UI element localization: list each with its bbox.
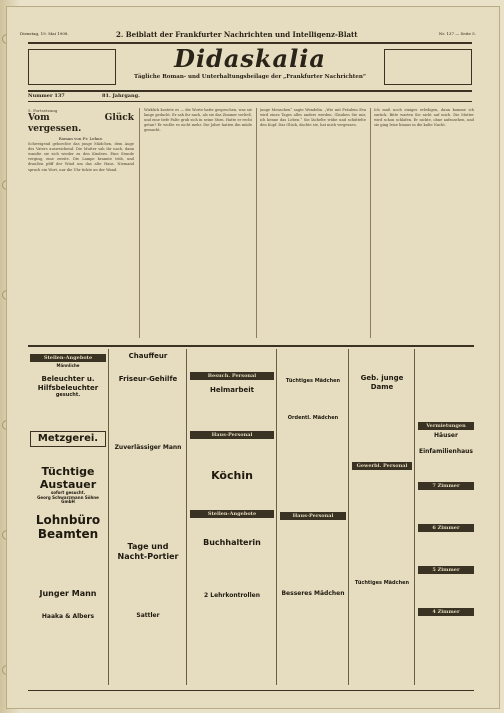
ad-headline: Buchhalterin [203,538,261,547]
ad-column-5 [352,352,412,686]
header-date: Dienstag, 19. Mai 1908. [20,31,69,36]
masthead [28,42,472,92]
ad-section-header: Gewerbl. Personal [352,462,412,470]
ad-headline: Tüchtiges Mädchen [354,580,410,586]
ad-column-2 [112,352,184,686]
ad-section-header: 6 Zimmer [418,524,474,532]
column-rule [108,349,109,685]
page-header [20,30,476,38]
ad-headline: Beamten [37,526,99,541]
article-text: Ich muß noch einiges erledigen, dann komme ich zurück. Bitte warten Sie nicht auf mich. Die Mutter wird schon schlafen. Er nickte, ohne aufzusehen, und sie ging leise hinaus in die kalte Nacht. [374,108,474,128]
ad-headline: Tage und Nacht-Portier [117,542,179,561]
ad-subheader: Männliche [56,363,80,368]
ad-section-header: Stellen-Angebote [30,354,106,362]
ad-column-3 [190,352,274,686]
column-rule [370,108,371,338]
ad-headline: Geb. junge Dame [360,374,404,391]
article-column-4 [374,108,474,336]
ad-headline: Helmarbeit [210,386,254,394]
ad-section-header: 4 Zimmer [418,608,474,616]
ad-headline: Metzgerei. [37,433,99,445]
ad-headline: Besseres Mädchen [281,590,345,597]
article-text: junge Menschen“ sagte Wendelin. „Wie mit Fräulein Eva wird eines Tages alles anders werden. Glauben Sie mir, ich kenne das Leben.“ Sie lächelte trübe und schüttelte den Kopf. Das Glück, dachte sie, hat mich vergessen. [260,108,366,128]
ad-text: sofort gesucht. [50,490,86,496]
ad-text: gesucht. [55,391,81,398]
ad-headline: Tüchtiges Mädchen [285,378,341,384]
ad-section-header: Haus-Personal [280,512,346,520]
ad-section-header: 7 Zimmer [418,482,474,490]
article-text: Schweigend gehorchte das junge Mädchen, dem Auge des Vaters ausweichend. Die Mutter sah ihr nach, dann wandte sie sich wieder zu den Kindern. Eine Stunde verging, eine zweite. Die Lampe brannte trüb, und draußen pfiff der Wind um das alte Haus. Niemand sprach ein Wort, nur die Uhr tickte an der Wand. [28,142,134,172]
ad-headline: Lohnbüro [35,512,101,527]
article-author: Roman von Fr. Lehne. [58,136,104,142]
issue-number: Nummer 137 [28,93,65,99]
ad-headline: Ordentl. Mädchen [287,415,339,421]
column-rule [256,108,257,338]
ad-headline: Tüchtige Austauer [39,465,97,492]
header-title: 2. Beiblatt der Frankfurter Nachrichten und Intelligenz-Blatt [116,30,358,38]
ad-headline: Friseur-Gehilfe [118,375,178,383]
ad-headline: Zuverlässiger Mann [114,444,182,451]
ad-headline: Chauffeur [128,352,168,360]
ad-headline: Köchin [211,469,253,482]
column-rule [186,349,187,685]
column-rule [139,108,140,338]
divider [28,101,472,102]
column-rule [414,349,415,685]
article-column-3 [260,108,366,336]
ad-headline: Beleuchter u. Hilfsbeleuchter [37,374,99,392]
column-rule [276,349,277,685]
column-rule [348,349,349,685]
ad-headline: Junger Mann [39,588,97,598]
article-kicker: 5. Fortsetzung [28,108,58,113]
bottom-rule [28,690,474,691]
ad-text: Georg Schwarzmann Söhne GmbH [37,494,99,505]
ad-column-4 [280,352,346,686]
article-column-2 [144,108,252,336]
divider [28,91,472,92]
ad-headline: Einfamilienhaus [418,448,473,455]
article-text: Wirklich kostete es — die Worte hatte gesprochen, was sie lange gedacht. Er sah ihr nach, als sie das Zimmer verließ, und eine tiefe Falte grub sich in seine Stirn. Hatte er recht getan? Er wußte es nicht mehr. Die Jahre hatten ihn müde gemacht. [144,108,252,133]
ad-section-header: Besuch. Personal [190,372,274,380]
masthead-ornament-left [28,49,116,85]
ad-section-header: Vermietungen [418,422,474,430]
volume: 81. Jahrgang. [102,93,140,99]
ad-headline: Haaka & Albers [41,612,95,620]
masthead-subtitle: Tägliche Roman- und Unterhaltungsbeilage der „Frankfurter Nachrichten“ [134,74,366,80]
masthead-ornament-right [384,49,472,85]
ad-section-header: Haus-Personal [190,431,274,439]
ad-headline: Häuser [434,432,458,439]
ad-headline: Sattler [136,612,160,619]
article-column-1 [28,108,134,336]
article-headline: Vom Glück vergessen. [28,113,134,135]
masthead-name: Didaskalia [174,44,326,73]
header-number: Nr. 137 — Seite 5. [438,31,476,36]
ad-column-6 [418,352,474,686]
ad-section-header: Stellen-Angebote [190,510,274,518]
ad-section-header: 5 Zimmer [418,566,474,574]
ad-column-1 [30,352,106,686]
ad-headline: 2 Lehrkontrollen [203,592,260,599]
